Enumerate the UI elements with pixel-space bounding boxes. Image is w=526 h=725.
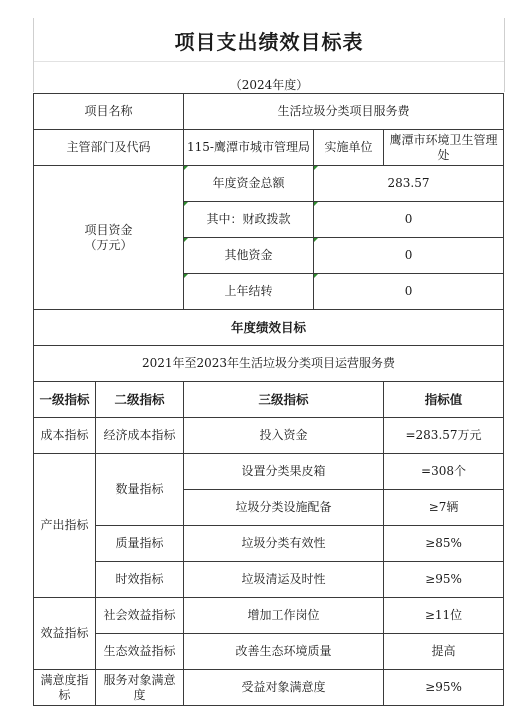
level3-indicator: 改善生态环境质量 — [184, 634, 384, 670]
level3-indicator: 垃圾分类有效性 — [184, 526, 384, 562]
indicator-value: =308个 — [384, 454, 504, 490]
funds-item-value: 0 — [314, 238, 504, 274]
project-funds-label-line1: 项目资金 — [84, 222, 133, 237]
funds-item-label: 年度资金总额 — [184, 166, 314, 202]
project-name-label: 项目名称 — [34, 94, 184, 130]
table-row — [34, 598, 504, 634]
header-value: 指标值 — [384, 382, 504, 418]
level1-output: 产出指标 — [34, 454, 96, 598]
level3-indicator: 垃圾清运及时性 — [184, 562, 384, 598]
funds-row-total — [34, 166, 504, 202]
implementing-unit-value: 鹰潭市环境卫生管理处 — [384, 130, 504, 166]
indicator-value: ≥11位 — [384, 598, 504, 634]
table-row — [34, 562, 504, 598]
indicator-header-row — [34, 382, 504, 418]
indicator-value: ≥95% — [384, 562, 504, 598]
level2-economic-cost: 经济成本指标 — [96, 418, 184, 454]
funds-item-value: 0 — [314, 202, 504, 238]
department-label: 主管部门及代码 — [34, 130, 184, 166]
level1-cost: 成本指标 — [34, 418, 96, 454]
table-row — [34, 418, 504, 454]
project-funds-label-line2: （万元） — [84, 237, 133, 252]
table-row — [34, 526, 504, 562]
project-name-row — [34, 94, 504, 130]
funds-item-label: 上年结转 — [184, 274, 314, 310]
header-level1: 一级指标 — [34, 382, 96, 418]
goals-title-row — [34, 310, 504, 346]
level2-quantity: 数量指标 — [96, 454, 184, 526]
annual-goals-title: 年度绩效目标 — [34, 310, 504, 346]
level2-service-satisfaction: 服务对象满意度 — [96, 670, 184, 706]
level1-satisfaction: 满意度指标 — [34, 670, 96, 706]
table-row — [34, 634, 504, 670]
level3-indicator: 垃圾分类设施配备 — [184, 490, 384, 526]
level1-benefit: 效益指标 — [34, 598, 96, 670]
goals-description-row — [34, 346, 504, 382]
target-table — [33, 93, 504, 706]
level2-timeliness: 时效指标 — [96, 562, 184, 598]
level3-indicator: 设置分类果皮箱 — [184, 454, 384, 490]
table-row — [34, 670, 504, 706]
page-title: 项目支出绩效目标表 — [174, 30, 364, 54]
implementing-unit-label: 实施单位 — [314, 130, 384, 166]
department-value: 115-鹰潭市城市管理局 — [184, 130, 314, 166]
funds-item-value: 0 — [314, 274, 504, 310]
level3-indicator: 增加工作岗位 — [184, 598, 384, 634]
fiscal-year: （2024年度） — [229, 78, 309, 92]
level2-ecological: 生态效益指标 — [96, 634, 184, 670]
indicator-value: =283.57万元 — [384, 418, 504, 454]
title-divider — [34, 61, 504, 62]
level2-social: 社会效益指标 — [96, 598, 184, 634]
funds-item-label: 其中：财政拨款 — [184, 202, 314, 238]
project-name-value: 生活垃圾分类项目服务费 — [184, 94, 504, 130]
header-level3: 三级指标 — [184, 382, 384, 418]
funds-item-value: 283.57 — [314, 166, 504, 202]
level3-indicator: 受益对象满意度 — [184, 670, 384, 706]
indicator-value: ≥85% — [384, 526, 504, 562]
title-band — [33, 18, 505, 92]
level2-quality: 质量指标 — [96, 526, 184, 562]
department-row — [34, 130, 504, 166]
indicator-value: ≥95% — [384, 670, 504, 706]
level3-indicator: 投入资金 — [184, 418, 384, 454]
indicator-value: 提高 — [384, 634, 504, 670]
project-funds-label — [34, 166, 184, 310]
funds-item-label: 其他资金 — [184, 238, 314, 274]
annual-goals-description: 2021年至2023年生活垃圾分类项目运营服务费 — [34, 346, 504, 382]
table-row — [34, 454, 504, 490]
header-level2: 二级指标 — [96, 382, 184, 418]
indicator-value: ≥7辆 — [384, 490, 504, 526]
